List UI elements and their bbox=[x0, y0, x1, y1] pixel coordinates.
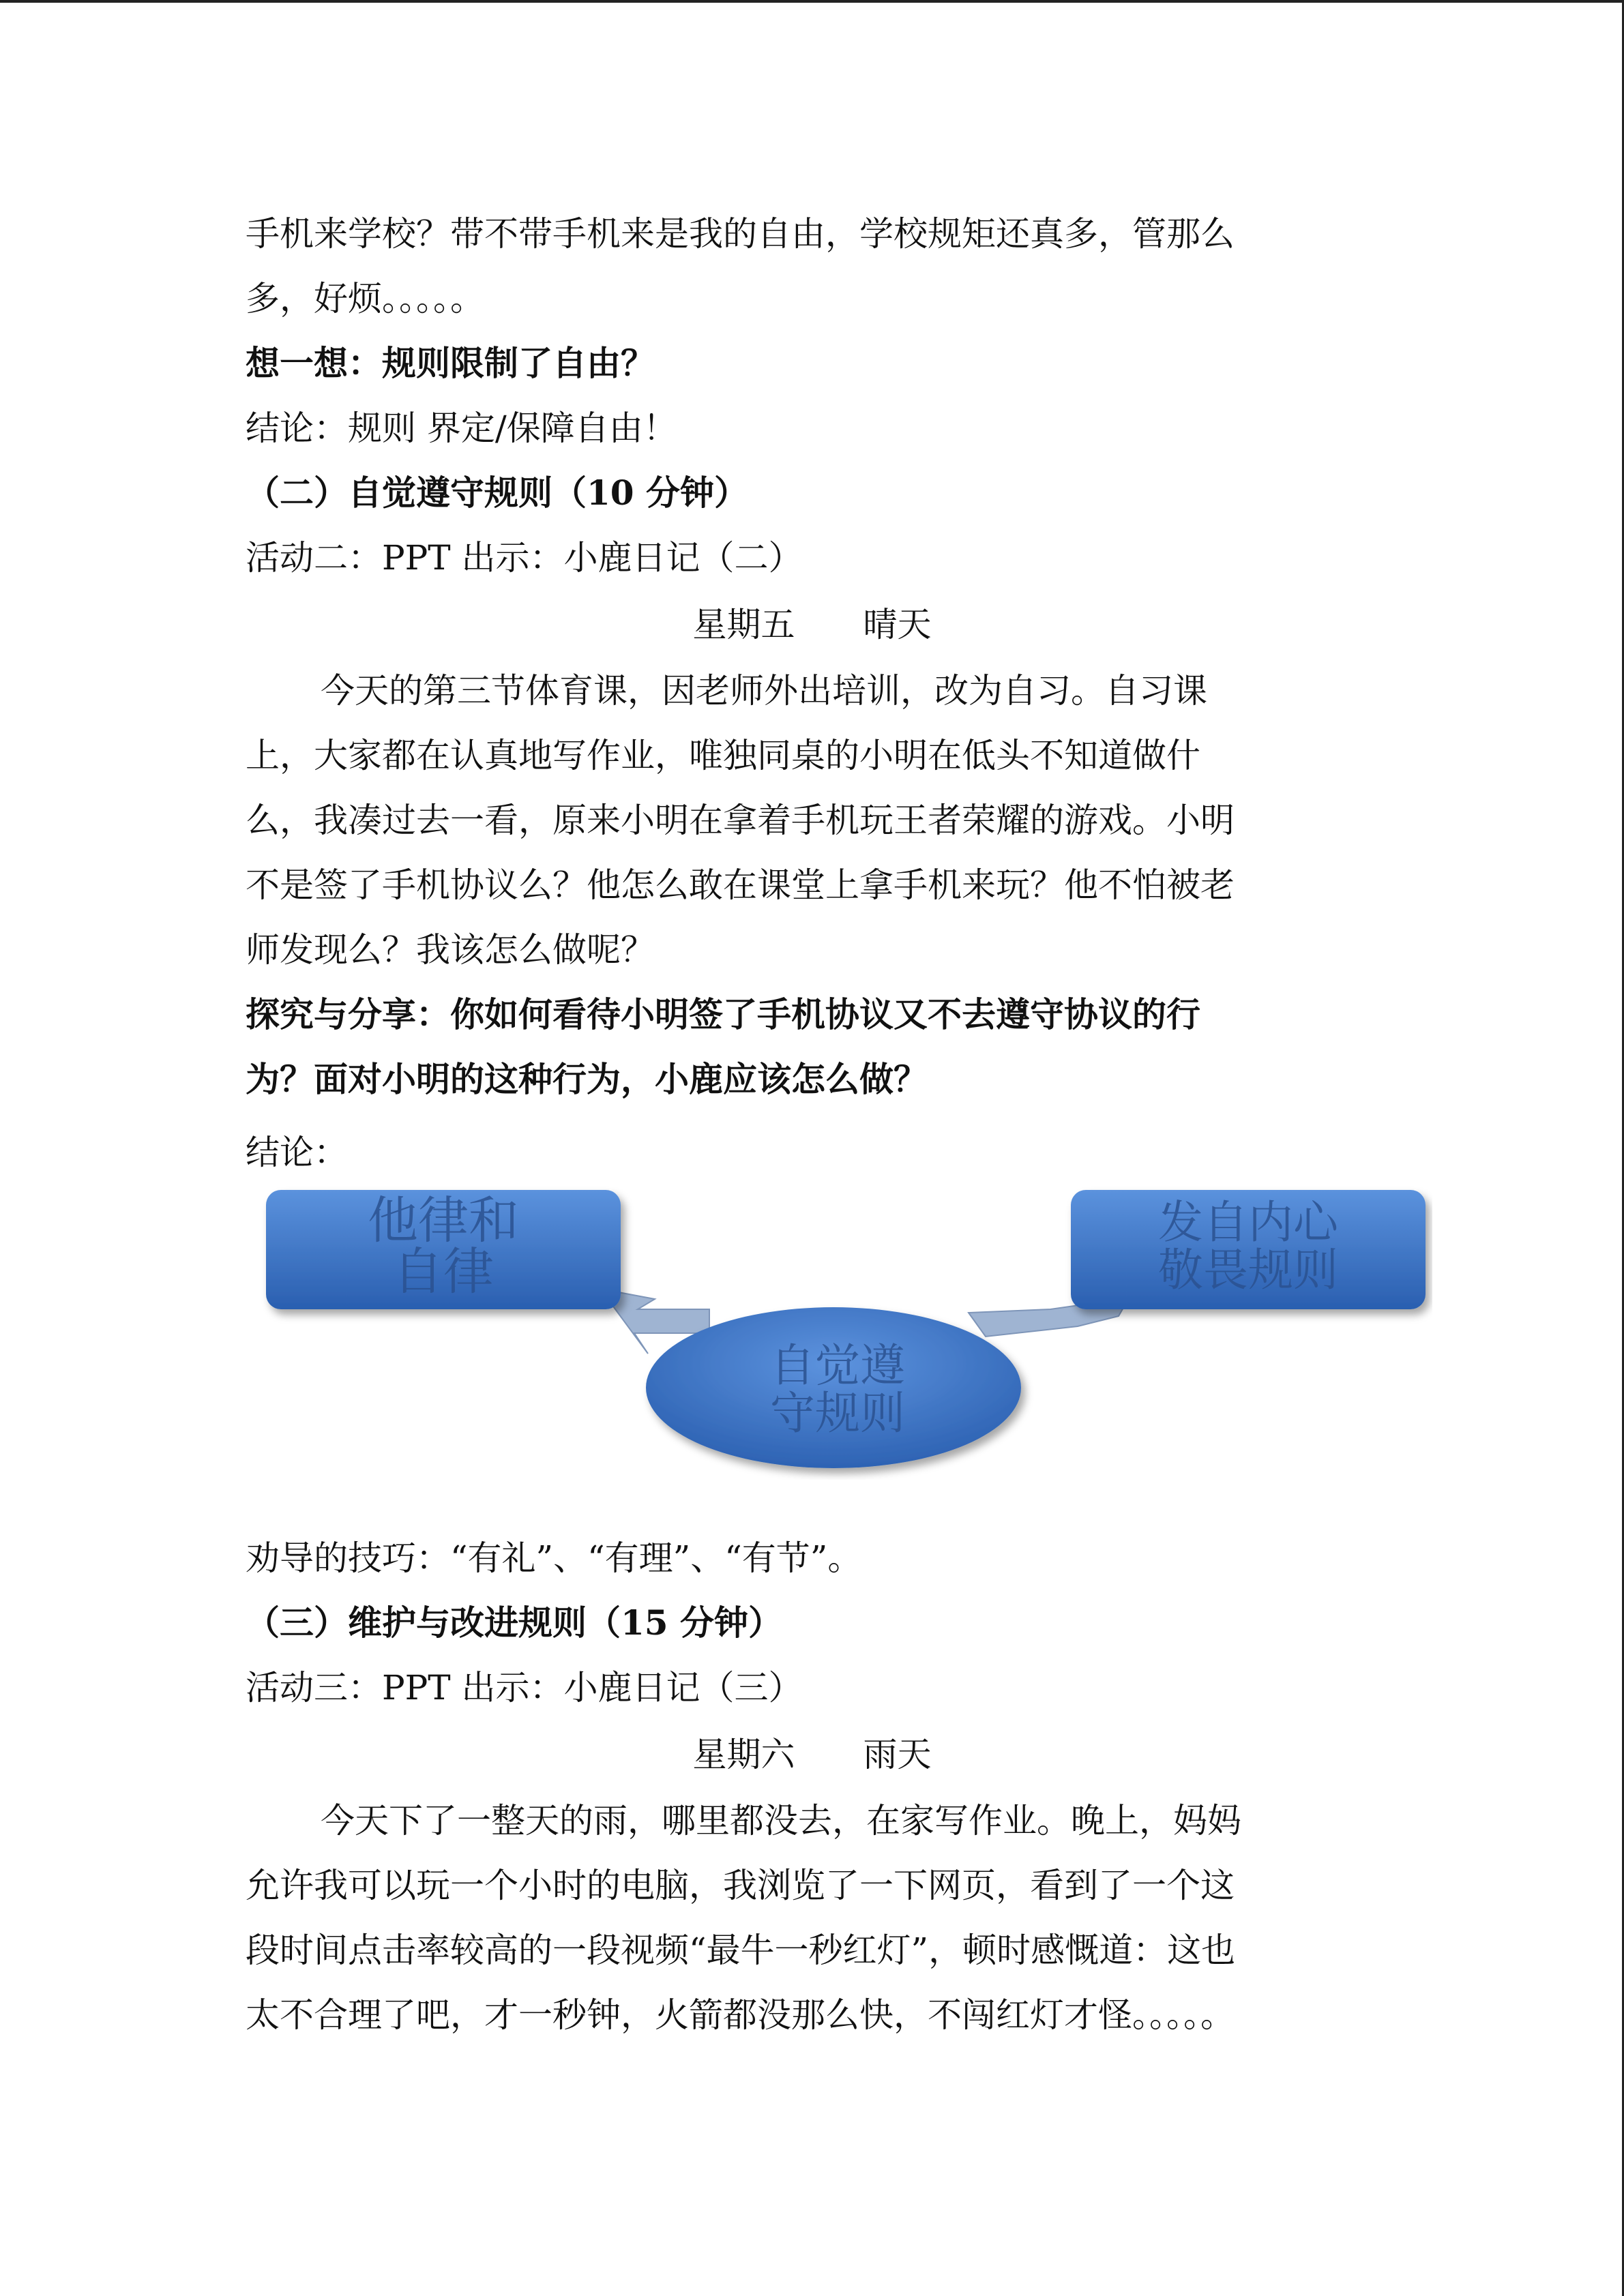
diary-date-line: 星期五 晴天 bbox=[692, 605, 932, 644]
diagram-right-line-1: 发自内心 bbox=[1158, 1196, 1338, 1249]
diagram-center-line-1: 自觉遵 bbox=[770, 1339, 905, 1392]
explore-heading: 探究与分享：你如何看待小明签了手机协议又不去遵守协议的行 bbox=[246, 994, 1200, 1034]
diary-paragraph-line: 师发现么？我该怎么做呢？ bbox=[246, 930, 655, 970]
rules-diagram bbox=[246, 1180, 1432, 1480]
paragraph-line: 手机来学校？带不带手机来是我的自由，学校规矩还真多，管那么 bbox=[246, 214, 1235, 254]
activity-line: 活动三：PPT 出示：小鹿日记（三） bbox=[246, 1668, 803, 1708]
diagram-left-line-1: 他律和 bbox=[368, 1191, 519, 1250]
diary-paragraph-line: 允许我可以玩一个小时的电脑，我浏览了一下网页，看到了一个这 bbox=[246, 1866, 1235, 1905]
persuasion-tips-line: 劝导的技巧：“有礼”、“有理”、“有节”。 bbox=[246, 1538, 862, 1578]
diary-paragraph-line: 今天下了一整天的雨，哪里都没去，在家写作业。晚上，妈妈 bbox=[321, 1801, 1241, 1840]
diagram-center-line-2: 守规则 bbox=[770, 1387, 905, 1440]
diary-paragraph-line: 太不合理了吧，才一秒钟，火箭都没那么快，不闯红灯才怪。。。。。 bbox=[246, 1995, 1235, 2035]
explore-heading: 为？面对小明的这种行为，小鹿应该怎么做？ bbox=[246, 1059, 928, 1099]
diagram-left-line-2: 自律 bbox=[393, 1242, 494, 1301]
question-heading: 想一想：规则限制了自由？ bbox=[246, 343, 655, 383]
paragraph-line: 多，好烦。。。。。 bbox=[246, 279, 484, 318]
activity-line: 活动二：PPT 出示：小鹿日记（二） bbox=[246, 538, 803, 578]
diary-date-line: 星期六 雨天 bbox=[692, 1735, 932, 1774]
section-heading-3: （三）维护与改进规则（15 分钟） bbox=[246, 1602, 782, 1643]
diagram-right-line-2: 敬畏规则 bbox=[1158, 1244, 1338, 1296]
conclusion-label: 结论： bbox=[246, 1133, 348, 1172]
diary-paragraph-line: 段时间点击率较高的一段视频“最牛一秒红灯”，顿时感慨道：这也 bbox=[246, 1930, 1236, 1970]
diary-paragraph-line: 上，大家都在认真地写作业，唯独同桌的小明在低头不知道做什 bbox=[246, 736, 1200, 775]
section-heading-2: （二）自觉遵守规则（10 分钟） bbox=[246, 473, 748, 513]
diary-paragraph-line: 今天的第三节体育课，因老师外出培训，改为自习。自习课 bbox=[321, 671, 1207, 711]
diary-paragraph-line: 不是签了手机协议么？他怎么敢在课堂上拿手机来玩？他不怕被老 bbox=[246, 865, 1235, 905]
conclusion-line: 结论：规则 界定/保障自由！ bbox=[246, 408, 677, 448]
page-top-border bbox=[0, 0, 1624, 3]
diary-paragraph-line: 么，我凑过去一看，原来小明在拿着手机玩王者荣耀的游戏。小明 bbox=[246, 801, 1235, 840]
